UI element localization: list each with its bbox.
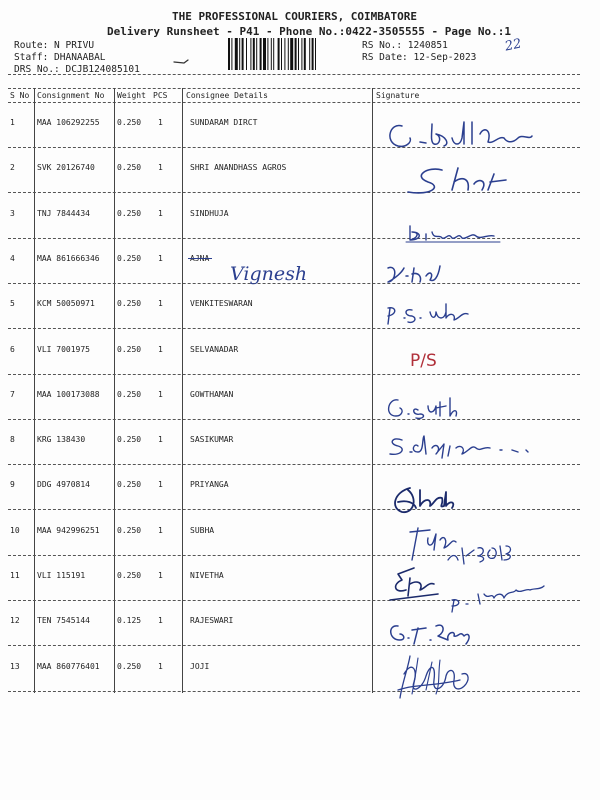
barcode-bar (235, 38, 238, 70)
row-sno: 6 (10, 345, 15, 354)
row-divider (8, 464, 580, 465)
row-pcs: 1 (158, 345, 163, 354)
row-weight: 0.125 (117, 616, 142, 625)
row-sno: 4 (10, 254, 15, 263)
row-sno: 3 (10, 209, 15, 218)
row-weight: 0.250 (117, 345, 142, 354)
signature-row-8 (384, 430, 554, 462)
signature-row-9 (386, 480, 466, 520)
row-consignment-no: TEN 7545144 (37, 616, 90, 625)
table-top-rule (8, 88, 580, 89)
row-weight: 0.250 (117, 254, 142, 263)
row-consignee: SUBHA (190, 526, 215, 535)
row-sno: 9 (10, 480, 15, 489)
row-sno: 1 (10, 118, 15, 127)
row-pcs: 1 (158, 571, 163, 580)
signature-row-13 (396, 650, 486, 704)
row-consignee: GOWTHAMAN (190, 390, 234, 399)
rs-number: RS No.: 1240851 (362, 40, 448, 51)
row-pcs: 1 (158, 163, 163, 172)
row-consignment-no: SVK 20126740 (37, 163, 95, 172)
row-consignment-no: MAA 861666346 (37, 254, 100, 263)
handwritten-vignesh: Vignesh (230, 263, 308, 285)
drs-number: DRS No.: DCJB124085101 (14, 64, 140, 75)
row-consignee: SELVANADAR (190, 345, 239, 354)
barcode-bar (271, 38, 272, 70)
row-pcs: 1 (158, 526, 163, 535)
barcode-bar (239, 38, 240, 70)
barcode-bar (301, 38, 302, 70)
col-header-consignee: Consignee Details (186, 91, 268, 100)
row-consignee: VENKITESWARAN (190, 299, 253, 308)
row-weight: 0.250 (117, 299, 142, 308)
tick-mark (172, 56, 192, 68)
row-consignee: SHRI ANANDHASS AGROS (190, 163, 287, 172)
row-pcs: 1 (158, 435, 163, 444)
signature-row-3 (400, 220, 510, 246)
signature-row-1 (380, 112, 550, 154)
barcode-bar (309, 38, 310, 70)
row-consignment-no: VLI 115191 (37, 571, 86, 580)
col-header-weight: Weight (117, 91, 146, 100)
barcode-bar (267, 38, 268, 70)
row-pcs: 1 (158, 662, 163, 671)
runsheet-subtitle: Delivery Runsheet - P41 - Phone No.:0422-3505555 - Page No.:1 (107, 25, 511, 38)
header-divider (8, 74, 580, 75)
barcode-bar (290, 38, 293, 70)
row-consignee: RAJESWARI (190, 616, 234, 625)
row-weight: 0.250 (117, 118, 142, 127)
row-consignee: SASIKUMAR (190, 435, 234, 444)
row-consignment-no: MAA 942996251 (37, 526, 100, 535)
signature-row-2 (398, 160, 548, 200)
signature-row-7 (382, 392, 472, 424)
signature-row-4 (382, 258, 452, 286)
row-sno: 10 (10, 526, 20, 535)
row-pcs: 1 (158, 616, 163, 625)
row-consignment-no: MAA 860776401 (37, 662, 100, 671)
signature-row-11 (384, 560, 554, 620)
barcode (228, 38, 350, 70)
col-header-pcs: PCS (153, 91, 168, 100)
barcode-bar (288, 38, 289, 70)
col-header-signature: Signature (376, 91, 420, 100)
row-pcs: 1 (158, 299, 163, 308)
staff-label: Staff: DHANAABAL (14, 52, 106, 63)
row-weight: 0.250 (117, 390, 142, 399)
company-title: THE PROFESSIONAL COURIERS, COIMBATORE (172, 10, 418, 23)
row-pcs: 1 (158, 118, 163, 127)
barcode-bar (284, 38, 285, 70)
row-weight: 0.250 (117, 163, 142, 172)
barcode-bar (228, 38, 230, 70)
barcode-bar (256, 38, 257, 70)
row-sno: 13 (10, 662, 20, 671)
barcode-bar (298, 38, 299, 70)
barcode-bar (278, 38, 280, 70)
barcode-bar (260, 38, 262, 70)
handwritten-page-mark: 22 (503, 36, 523, 55)
col-header-consignment: Consignment No (37, 91, 105, 100)
col-header-sno: S No (10, 91, 30, 100)
row-weight: 0.250 (117, 571, 142, 580)
route-label: Route: N PRIVU (14, 40, 95, 51)
barcode-bar (253, 38, 255, 70)
row-pcs: 1 (158, 254, 163, 263)
col-sep (182, 88, 183, 693)
row-pcs: 1 (158, 390, 163, 399)
row-consignee: JOJI (190, 662, 210, 671)
strike-line (188, 258, 212, 259)
row-sno: 5 (10, 299, 15, 308)
signature-row-12 (384, 614, 484, 654)
row-sno: 8 (10, 435, 15, 444)
col-sep (372, 88, 373, 693)
row-sno: 11 (10, 571, 20, 580)
row-sno: 12 (10, 616, 20, 625)
handwritten-name-row-4 (226, 258, 336, 288)
rs-date: RS Date: 12-Sep-2023 (362, 52, 477, 63)
row-divider (8, 374, 580, 375)
barcode-bar (281, 38, 282, 70)
row-weight: 0.250 (117, 662, 142, 671)
row-weight: 0.250 (117, 526, 142, 535)
row-sno: 7 (10, 390, 15, 399)
row-consignment-no: TNJ 7844434 (37, 209, 90, 218)
row-consignment-no: KRG 138430 (37, 435, 86, 444)
row-consignee: PRIYANGA (190, 480, 229, 489)
handwritten-ps: P/S (410, 351, 437, 371)
barcode-bar (242, 38, 244, 70)
col-sep (114, 88, 115, 693)
barcode-bar (304, 38, 306, 70)
signature-row-6 (408, 344, 448, 374)
row-consignment-no: KCM 50050971 (37, 299, 95, 308)
barcode-bar (295, 38, 297, 70)
row-divider (8, 645, 580, 646)
row-consignment-no: DDG 4970814 (37, 480, 90, 489)
row-consignment-no: VLI 7001975 (37, 345, 90, 354)
barcode-bar (263, 38, 266, 70)
barcode-bar (250, 38, 251, 70)
row-sno: 2 (10, 163, 15, 172)
barcode-bar (273, 38, 274, 70)
row-divider (8, 691, 580, 692)
row-divider (8, 509, 580, 510)
barcode-bar (315, 38, 316, 70)
row-pcs: 1 (158, 209, 163, 218)
row-weight: 0.250 (117, 209, 142, 218)
signature-row-5 (384, 298, 474, 326)
barcode-bar (231, 38, 232, 70)
col-sep (34, 88, 35, 693)
row-consignee: SUNDARAM DIRCT (190, 118, 258, 127)
row-consignment-no: MAA 106292255 (37, 118, 100, 127)
row-consignee: NIVETHA (190, 571, 224, 580)
barcode-bar (246, 38, 247, 70)
row-consignee: AJNA (190, 254, 210, 263)
table-head-rule (8, 102, 580, 103)
row-divider (8, 419, 580, 420)
row-weight: 0.250 (117, 435, 142, 444)
row-consignee: SINDHUJA (190, 209, 229, 218)
barcode-bar (312, 38, 314, 70)
row-weight: 0.250 (117, 480, 142, 489)
row-consignment-no: MAA 100173088 (37, 390, 100, 399)
row-divider (8, 328, 580, 329)
row-pcs: 1 (158, 480, 163, 489)
